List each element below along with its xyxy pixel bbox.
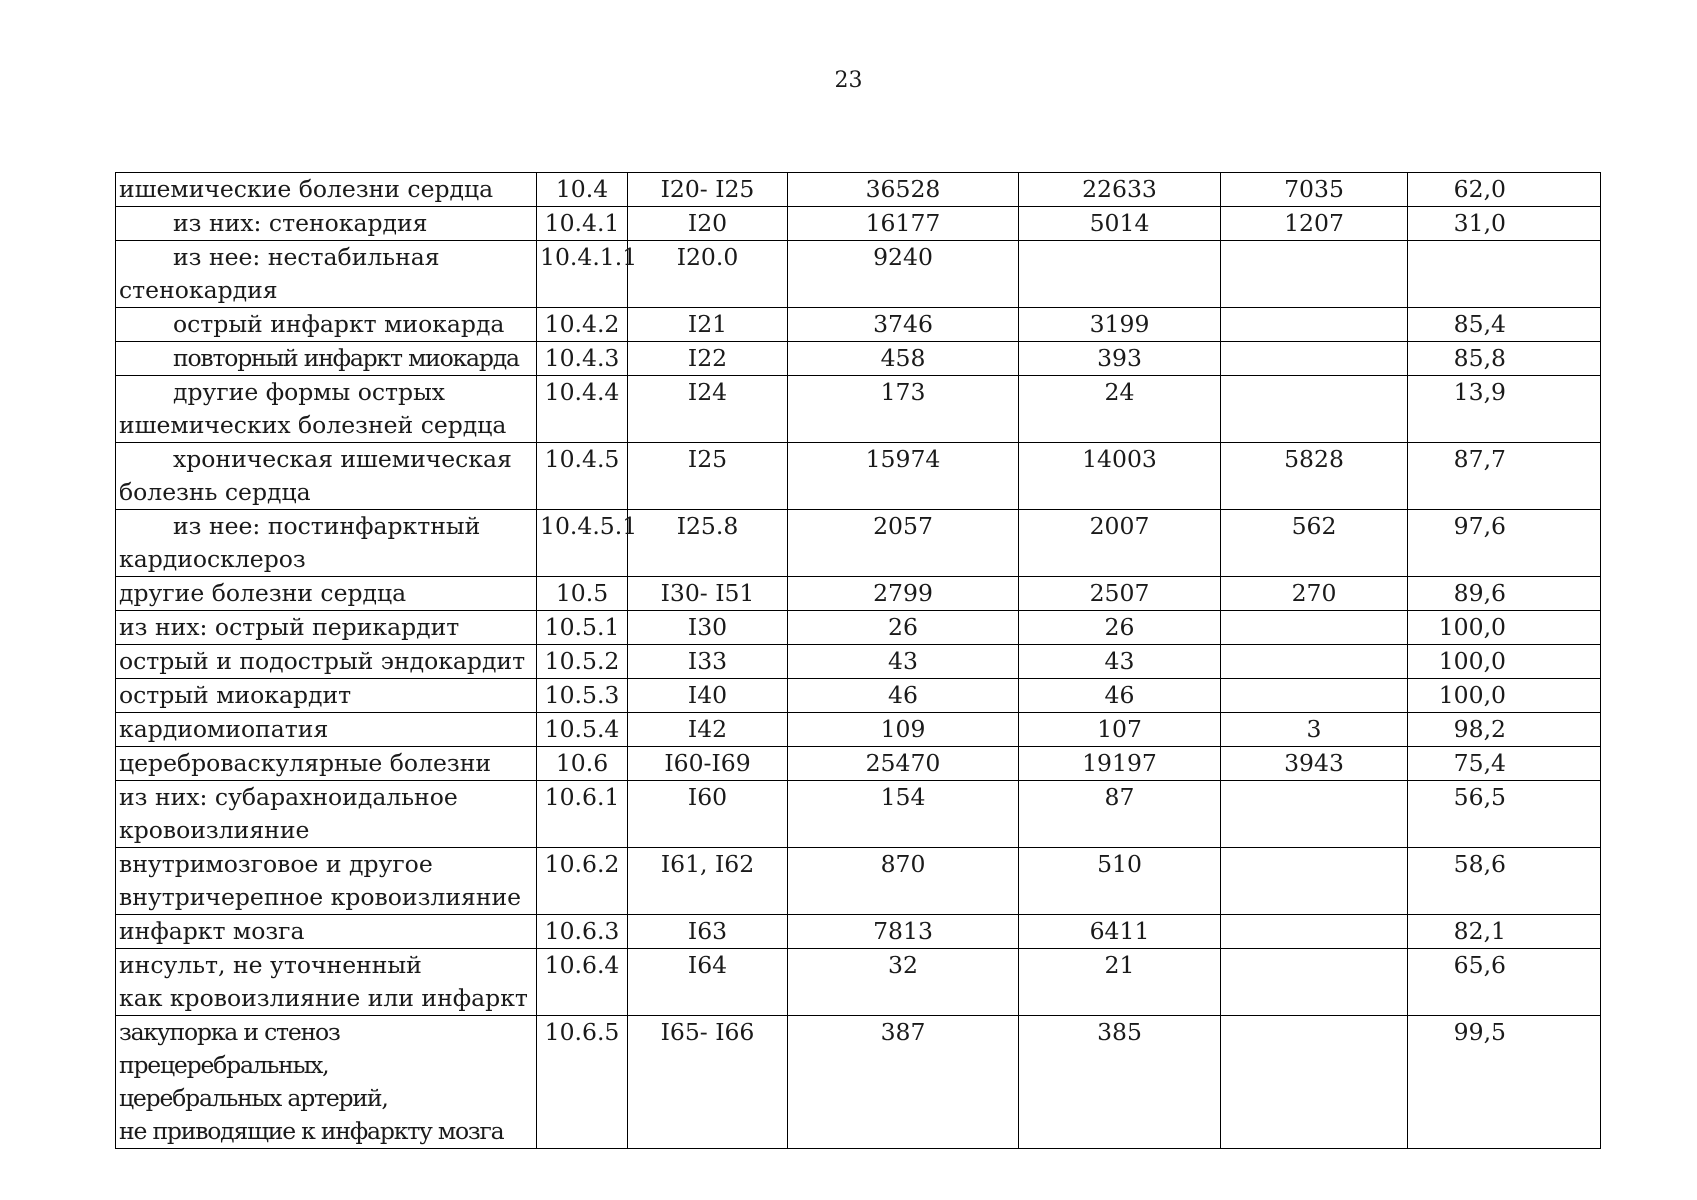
value-cell-3: 3: [1221, 713, 1408, 747]
disease-name: из нее: нестабильная стенокардия: [119, 243, 440, 304]
table-row: [116, 376, 1601, 443]
icd-code-cell: I20: [628, 207, 788, 241]
row-number-cell: 10.4.1.1: [537, 241, 628, 308]
value-cell-1: 2799: [788, 577, 1019, 611]
value-cell-1: 36528: [788, 173, 1019, 207]
value-cell-2: 21: [1019, 949, 1221, 1016]
value-cell-1: 173: [788, 376, 1019, 443]
table-row: [116, 949, 1601, 1016]
disease-name: из них: субарахноидальное кровоизлияние: [119, 783, 458, 844]
value-cell-2: 19197: [1019, 747, 1221, 781]
table-row: [116, 848, 1601, 915]
value-cell-2: 14003: [1019, 443, 1221, 510]
value-cell-2: 43: [1019, 645, 1221, 679]
value-cell-1: 387: [788, 1016, 1019, 1149]
disease-name: внутримозговое и другое внутричерепное кровоизлияние: [119, 850, 522, 911]
icd-code-cell: I24: [628, 376, 788, 443]
value-cell-3: [1221, 915, 1408, 949]
row-number-cell: 10.6.4: [537, 949, 628, 1016]
row-number-cell: 10.4: [537, 173, 628, 207]
disease-name-cell: [116, 241, 537, 308]
percent-cell: 58,6: [1408, 848, 1601, 915]
table-row: [116, 713, 1601, 747]
table-row: [116, 308, 1601, 342]
value-cell-2: 2007: [1019, 510, 1221, 577]
value-cell-1: 32: [788, 949, 1019, 1016]
table-row: [116, 781, 1601, 848]
row-number-cell: 10.6.5: [537, 1016, 628, 1149]
percent-cell: 75,4: [1408, 747, 1601, 781]
value-cell-2: 22633: [1019, 173, 1221, 207]
disease-name: другие болезни сердца: [119, 579, 407, 607]
value-cell-1: 870: [788, 848, 1019, 915]
disease-name-cell: [116, 308, 537, 342]
row-number-cell: 10.6.3: [537, 915, 628, 949]
row-number-cell: 10.5.2: [537, 645, 628, 679]
disease-name: цереброваскулярные болезни: [119, 749, 492, 777]
row-number-cell: 10.5.4: [537, 713, 628, 747]
icd-code-cell: I65- I66: [628, 1016, 788, 1149]
icd-code-cell: I61, I62: [628, 848, 788, 915]
value-cell-3: [1221, 848, 1408, 915]
disease-name-cell: [116, 645, 537, 679]
value-cell-1: 25470: [788, 747, 1019, 781]
icd-code-cell: I30: [628, 611, 788, 645]
table-row: [116, 510, 1601, 577]
icd-code-cell: I21: [628, 308, 788, 342]
disease-name-cell: [116, 713, 537, 747]
value-cell-3: [1221, 679, 1408, 713]
value-cell-3: 270: [1221, 577, 1408, 611]
icd-code-cell: I60: [628, 781, 788, 848]
disease-name: повторный инфаркт миокарда: [173, 344, 519, 372]
value-cell-3: 1207: [1221, 207, 1408, 241]
disease-name: инсульт, не уточненный как кровоизлияние или инфаркт: [119, 951, 528, 1012]
value-cell-3: 5828: [1221, 443, 1408, 510]
statistics-table: [115, 172, 1601, 1149]
percent-cell: 89,6: [1408, 577, 1601, 611]
value-cell-3: 7035: [1221, 173, 1408, 207]
row-number-cell: 10.6.1: [537, 781, 628, 848]
disease-name-cell: [116, 679, 537, 713]
disease-name-cell: [116, 781, 537, 848]
percent-cell: 65,6: [1408, 949, 1601, 1016]
percent-cell: 31,0: [1408, 207, 1601, 241]
value-cell-2: 510: [1019, 848, 1221, 915]
table-row: [116, 173, 1601, 207]
disease-name-cell: [116, 848, 537, 915]
row-number-cell: 10.6.2: [537, 848, 628, 915]
disease-name-cell: [116, 915, 537, 949]
row-number-cell: 10.4.1: [537, 207, 628, 241]
icd-code-cell: I20- I25: [628, 173, 788, 207]
value-cell-2: 2507: [1019, 577, 1221, 611]
disease-name-cell: [116, 376, 537, 443]
value-cell-1: 26: [788, 611, 1019, 645]
value-cell-3: [1221, 241, 1408, 308]
disease-name: из них: стенокардия: [173, 209, 428, 237]
row-number-cell: 10.6: [537, 747, 628, 781]
value-cell-2: 5014: [1019, 207, 1221, 241]
percent-cell: 87,7: [1408, 443, 1601, 510]
value-cell-1: 15974: [788, 443, 1019, 510]
disease-name: закупорка и стеноз прецеребральных, церебральных артерий, не приводящие к инфаркту мозга: [119, 1018, 504, 1145]
percent-cell: 98,2: [1408, 713, 1601, 747]
value-cell-3: [1221, 1016, 1408, 1149]
percent-cell: 82,1: [1408, 915, 1601, 949]
icd-code-cell: I40: [628, 679, 788, 713]
table-row: [116, 679, 1601, 713]
icd-code-cell: I25: [628, 443, 788, 510]
table-row: [116, 611, 1601, 645]
percent-cell: 97,6: [1408, 510, 1601, 577]
row-number-cell: 10.4.5: [537, 443, 628, 510]
icd-code-cell: I25.8: [628, 510, 788, 577]
value-cell-1: 46: [788, 679, 1019, 713]
disease-name-cell: [116, 949, 537, 1016]
icd-code-cell: I20.0: [628, 241, 788, 308]
percent-cell: 100,0: [1408, 679, 1601, 713]
value-cell-1: 2057: [788, 510, 1019, 577]
disease-name: острый инфаркт миокарда: [173, 310, 505, 338]
disease-name: острый миокардит: [119, 681, 352, 709]
value-cell-1: 16177: [788, 207, 1019, 241]
row-number-cell: 10.4.4: [537, 376, 628, 443]
disease-name-cell: [116, 173, 537, 207]
disease-name-cell: [116, 611, 537, 645]
disease-name-cell: [116, 207, 537, 241]
value-cell-1: 154: [788, 781, 1019, 848]
value-cell-2: 3199: [1019, 308, 1221, 342]
value-cell-1: 9240: [788, 241, 1019, 308]
table-row: [116, 747, 1601, 781]
table-row: [116, 915, 1601, 949]
table-row: [116, 207, 1601, 241]
icd-code-cell: I64: [628, 949, 788, 1016]
page-number: 23: [834, 68, 863, 93]
value-cell-3: [1221, 645, 1408, 679]
disease-name: из нее: постинфарктный кардиосклероз: [119, 512, 481, 573]
disease-name-cell: [116, 342, 537, 376]
table-row: [116, 443, 1601, 510]
disease-name: ишемические болезни сердца: [119, 175, 494, 203]
value-cell-3: [1221, 376, 1408, 443]
percent-cell: 85,8: [1408, 342, 1601, 376]
row-number-cell: 10.5.3: [537, 679, 628, 713]
disease-name: хроническая ишемическая болезнь сердца: [119, 445, 512, 506]
row-number-cell: 10.4.3: [537, 342, 628, 376]
value-cell-2: 385: [1019, 1016, 1221, 1149]
value-cell-2: 26: [1019, 611, 1221, 645]
disease-name: кардиомиопатия: [119, 715, 329, 743]
value-cell-3: [1221, 611, 1408, 645]
value-cell-2: 6411: [1019, 915, 1221, 949]
value-cell-2: 107: [1019, 713, 1221, 747]
table-row: [116, 342, 1601, 376]
value-cell-2: 46: [1019, 679, 1221, 713]
icd-code-cell: I60-I69: [628, 747, 788, 781]
percent-cell: 99,5: [1408, 1016, 1601, 1149]
row-number-cell: 10.5: [537, 577, 628, 611]
value-cell-2: 87: [1019, 781, 1221, 848]
value-cell-3: [1221, 781, 1408, 848]
percent-cell: 13,9: [1408, 376, 1601, 443]
value-cell-3: [1221, 342, 1408, 376]
value-cell-3: 3943: [1221, 747, 1408, 781]
disease-name-cell: [116, 577, 537, 611]
value-cell-1: 109: [788, 713, 1019, 747]
percent-cell: 56,5: [1408, 781, 1601, 848]
table-row: [116, 241, 1601, 308]
percent-cell: 100,0: [1408, 611, 1601, 645]
value-cell-2: 24: [1019, 376, 1221, 443]
value-cell-1: 43: [788, 645, 1019, 679]
value-cell-1: 458: [788, 342, 1019, 376]
percent-cell: 100,0: [1408, 645, 1601, 679]
value-cell-3: [1221, 308, 1408, 342]
table-row: [116, 577, 1601, 611]
disease-name-cell: [116, 1016, 537, 1149]
disease-name-cell: [116, 747, 537, 781]
table-body: [116, 173, 1601, 1149]
disease-name: из них: острый перикардит: [119, 613, 460, 641]
icd-code-cell: I22: [628, 342, 788, 376]
value-cell-1: 3746: [788, 308, 1019, 342]
disease-name: другие формы острых ишемических болезней сердца: [119, 378, 507, 439]
table-row: [116, 645, 1601, 679]
row-number-cell: 10.4.5.1: [537, 510, 628, 577]
disease-name: инфаркт мозга: [119, 917, 305, 945]
icd-code-cell: I63: [628, 915, 788, 949]
icd-code-cell: I33: [628, 645, 788, 679]
icd-code-cell: I30- I51: [628, 577, 788, 611]
percent-cell: 62,0: [1408, 173, 1601, 207]
percent-cell: [1408, 241, 1601, 308]
value-cell-1: 7813: [788, 915, 1019, 949]
icd-code-cell: I42: [628, 713, 788, 747]
row-number-cell: 10.5.1: [537, 611, 628, 645]
value-cell-3: [1221, 949, 1408, 1016]
disease-name-cell: [116, 510, 537, 577]
disease-name-cell: [116, 443, 537, 510]
disease-name: острый и подострый эндокардит: [119, 647, 526, 675]
row-number-cell: 10.4.2: [537, 308, 628, 342]
percent-cell: 85,4: [1408, 308, 1601, 342]
value-cell-2: 393: [1019, 342, 1221, 376]
value-cell-2: [1019, 241, 1221, 308]
table-row: [116, 1016, 1601, 1149]
value-cell-3: 562: [1221, 510, 1408, 577]
